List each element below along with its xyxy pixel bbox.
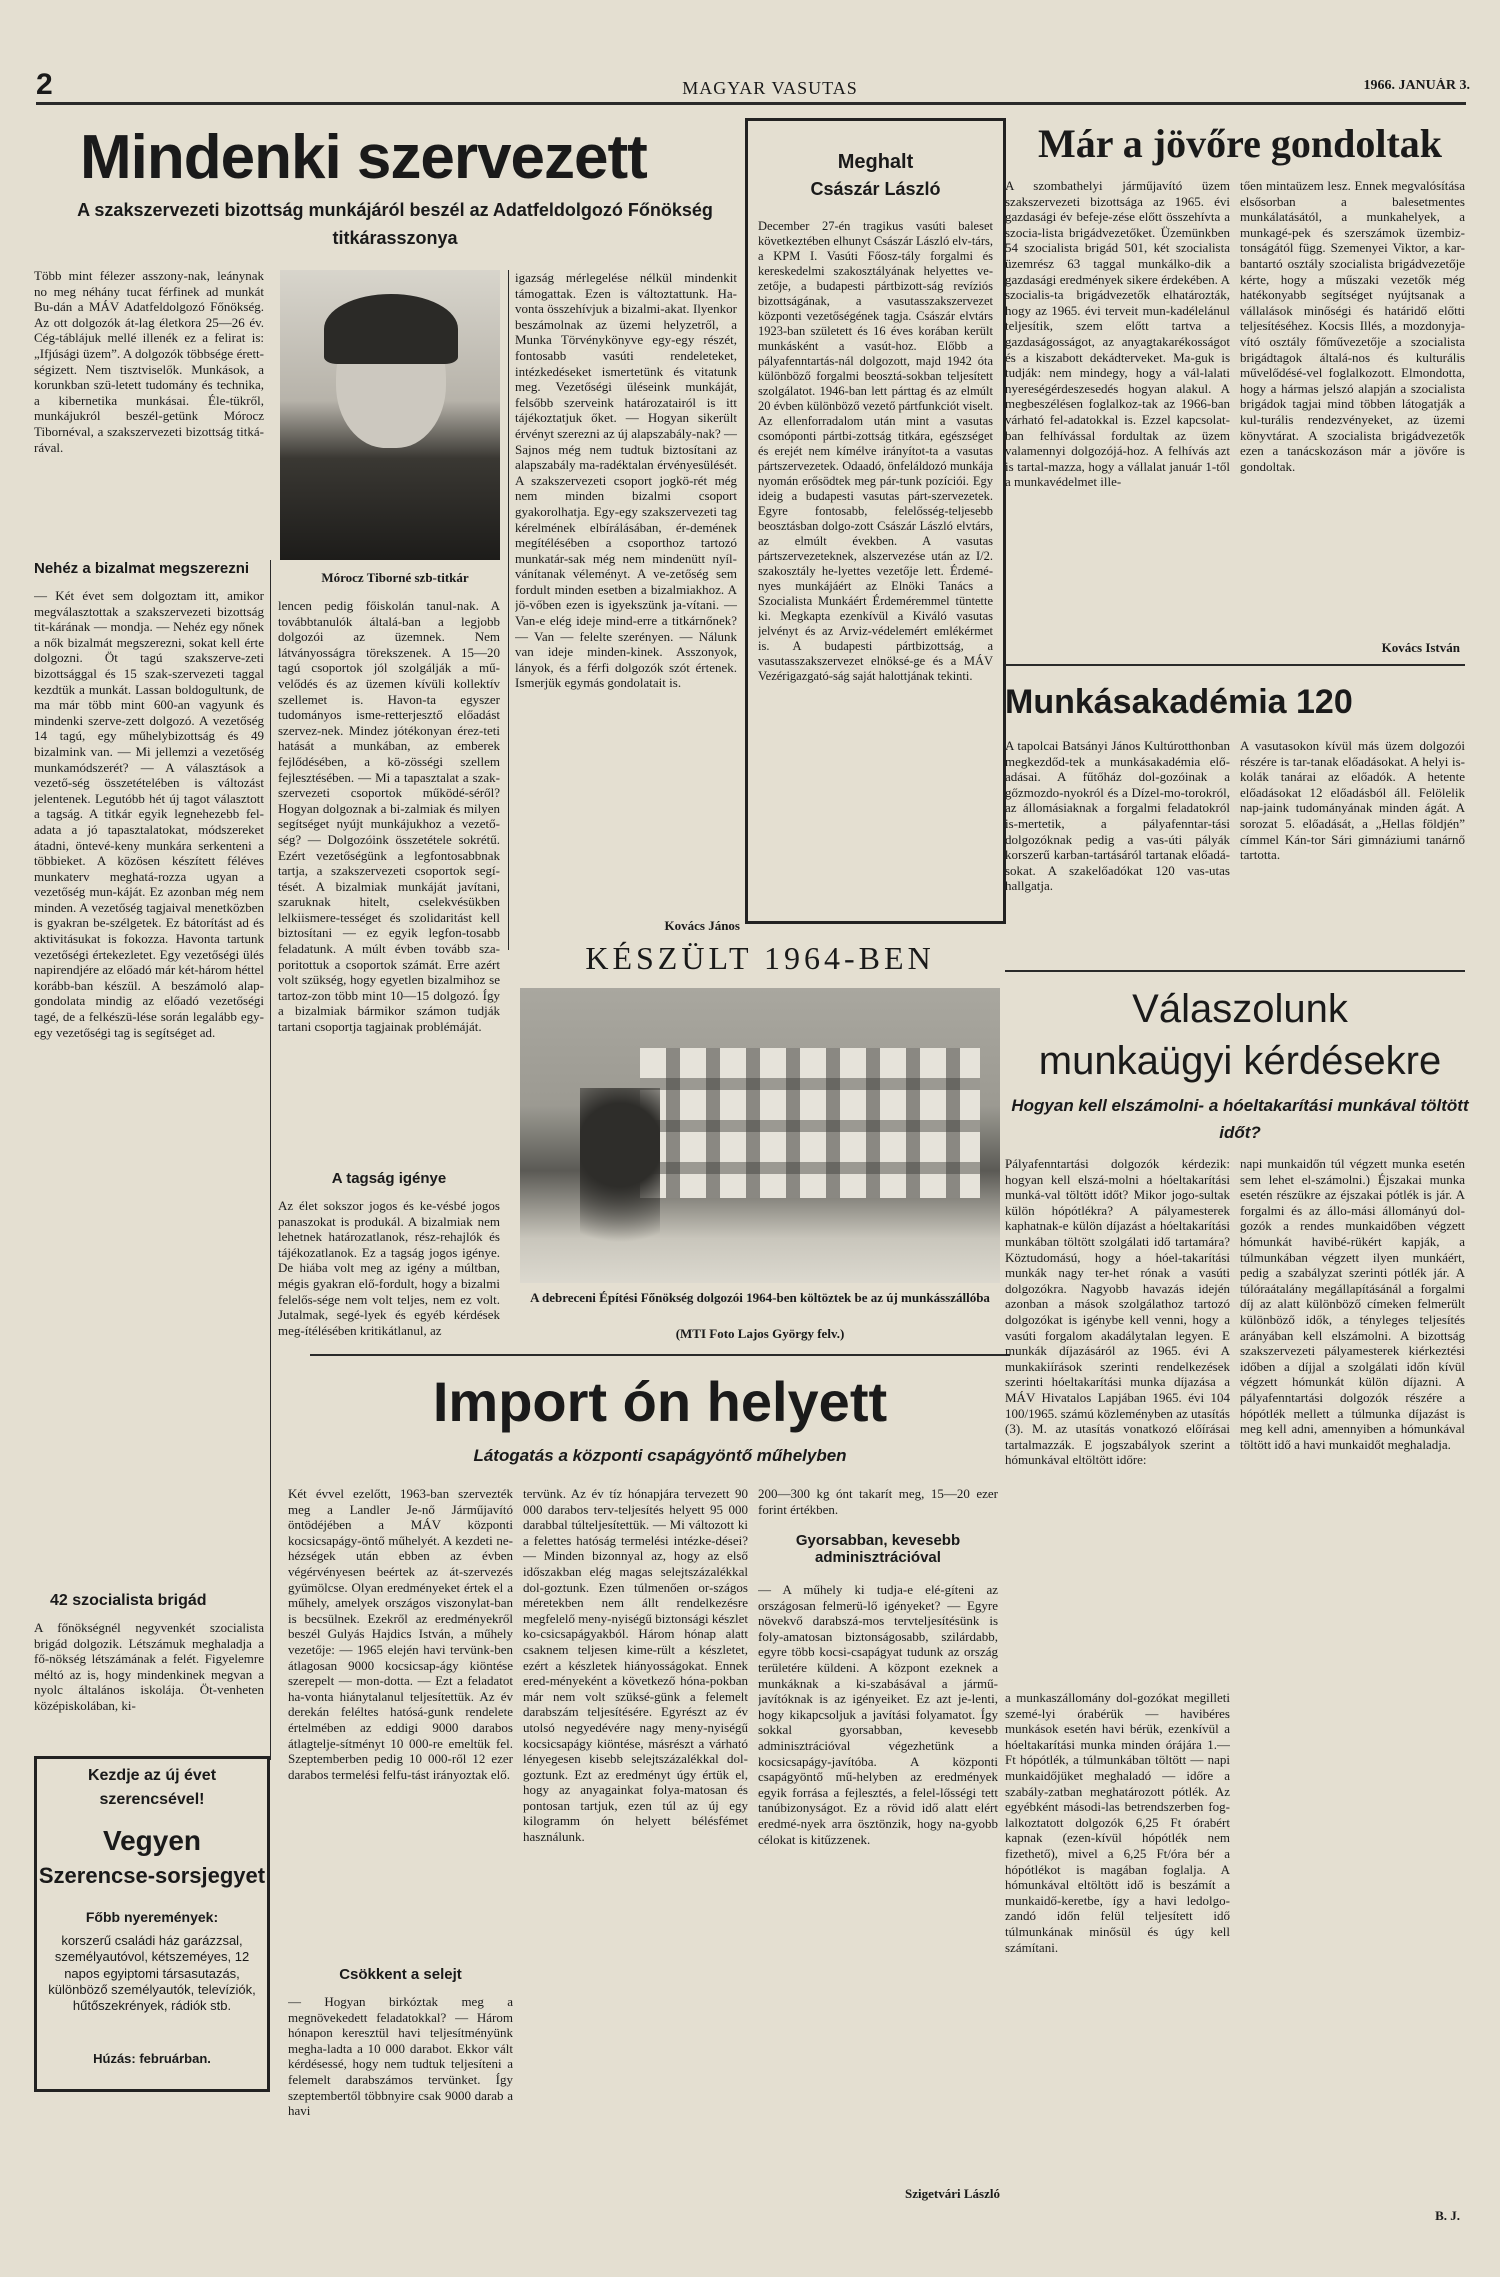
obituary-heading: Meghalt	[837, 151, 914, 173]
article-headline: Import ón helyett	[432, 1370, 888, 1433]
article-column: napi munkaidőn túl végzett munka esetén sem lehet el-számolni.) Éjszakai munka esetén részükre az éjszakai pótlék is jár. A forgalmi és az állo-mási állományú dol-gozók a rendes munkaidőben végzett hómunkát havibé-rükért kapják, a túlmunkában végzett ilyen munkáért, pedig a szabályzat szerinti pótlék jár. A túlóraátalány megállapításánál a forgalmi díj az alatt különböző címeken felmerült különböző idők, a tényleges teljesítés arányában kell elszámolni. A bizottság szakszervezeti pályamesterek kiérkeztési időben a díjjal a szolgálati időn kívül végzett hómunkát külön díjazni. A pályafenntartási dolgozók részére a hópótlék mellett a túlmunka díjazást is meg kell adni, amennyiben a hómunkával töltött idő a havi munkaidőt meghaladja.	[1240, 1156, 1465, 1452]
author: B. J.	[1435, 2208, 1460, 2223]
subheading: Csökkent a selejt	[339, 1966, 462, 1983]
article-headline: Mindenki szervezett	[80, 123, 647, 192]
ad-title: Szerencse-sorsjegyet	[38, 1863, 266, 1888]
author: Kovács István	[1381, 640, 1460, 655]
obituary-name: Császár László	[810, 179, 941, 199]
ad-title: Vegyen	[102, 1825, 202, 1856]
section-rule	[1005, 664, 1465, 666]
photo-caption: A debreceni Építési Főnökség dolgozói 1964-ben költöztek be az új munkásszállóba	[530, 1290, 990, 1305]
ad-draw-date: Húzás: februárban.	[93, 2051, 211, 2066]
article-column: a munkaszállomány dol-gozókat megilleti szemé-lyi órabérük — havibéres munkások esetén havi bérük, ezenkívül a hóeltakarítási munka minden órájára 1.— Ft hópótlék, a túlmunkában töltött — napi munkaidőjüket meghaladó — időre a szabály-zatban meghatározott pótlék. Az egyébként másodi-las betrendszerben fog-lalkoztatott dolgozók 6,25 Ft órabért kapnak (ezen-kívül hópótlék nem fizethető), mivel a 6,25 Ft/óra bér a hópótlékot is magában foglalja. A hómunkával eltöltött idő is beszámít a munkaidő-keretbe, így a havi ledolgo-zandó időn felül teljesített idő túlmunkának minősül és úgy kell számítani.	[1005, 1690, 1230, 1955]
obituary-box	[745, 118, 1006, 924]
column-rule	[508, 270, 509, 950]
author: Szigetvári László	[905, 2186, 1000, 2201]
subheading: Gyorsabban, kevesebb adminisztrációval	[795, 1532, 961, 1566]
subheading: 42 szocialista brigád	[50, 1592, 207, 1609]
photo-caption: Mórocz Tiborné szb-titkár	[321, 570, 469, 585]
article-column: A tapolcai Batsányi János Kultúrotthonban megkezdőd-tek a munkásakadémia elő-adásai. A fűtőház dol-gozóinak a gőzmozdo-nyokról és a Dízel-mo-torokról, az állomásiaknak a forgalmi feladatokról is-mertetik, a pályafenntar-tási dolgozóknak pedig a vas-úti pályák korszerű karban-tartásáról tartanak előadá-sokat. A szakelőadókat 120 vas-utas hallgatja.	[1005, 738, 1230, 894]
article-column: tervünk. Az év tíz hónapjára tervezett 90 000 darabos terv-teljesítés helyett 95 000 darabbal túlteljesítettük. — Mi változott ki a felettes hatóság termelési intézke-dései? — Minden bizonnyal az, hogy az első időszakban elég magas selejtszázalékkal dol-goztunk. Ezen túlmenően or-szágos méretekben nem állt rendelkezésre megfelelő meny-nyiségű biztonsági készlet ko-csicsapágyakból. Három hónap alatt csaknem teljesen kime-rült a készletet, ezért a készletek hiányosságokat. Ennek ered-ményeként a következő hóna-pokban már nem volt szüksé-günk a felemelt darabszám teljesítésére. Egyrészt az év utolsó negyedévére nagy meny-nyiségű kocsicsapágy kiöntése, másrészt a várható lényegesen kisebb selejtszázalékkal dol-goztunk. Ezt az eredményt úgy értük el, hogy az anyagainkat folya-matosan és pontosan tartjuk, ezen túl az új egy kilogramm ón helyett bélésfémet használunk.	[523, 1486, 748, 1845]
building-photo	[520, 988, 1000, 1283]
article-column: — Hogyan birkóztak meg a megnövekedett feladatokkal? — Három hónapon keresztül havi teljesítményünk megha-ladta a 10 000 darabot. Ekkor vált kérdésessé, hogy nem tudtuk teljesíteni a felemelt darabszámos tervünket. Így szeptembertől többnyire csak 9000 darab a havi	[288, 1994, 513, 2119]
article-column: 200—300 kg ónt takarít meg, 15—20 ezer forint értékben.	[758, 1486, 998, 1517]
subheading: Nehéz a bizalmat megszerezni	[34, 560, 250, 577]
section-rule	[310, 1354, 1010, 1356]
issue-date: 1966. JANUÁR 3.	[1363, 78, 1470, 93]
obituary-text: December 27-én tragikus vasúti baleset következtében elhunyt Császár László elv-társ, a KPM I. Vasúti Főosz-tály forgalmi és kereskedelmi szakosztályának helyettes ve-zetője, a budapesti pártbizott-ság revíziós bizottságának, a vasutasszakszervezet központi vezetőségének tagja. Császár elvtárs 1923-ban született és 16 éves korában került munkásként a vasút-hoz. Előbb a pályafenntartás-nál dolgozott, majd 1942 óta különböző forgalmi beosztá-sokban teljesített szolgálatot. 1946-ban lett párttag és az elmúlt 20 évben különböző vezető pártfunkciót viselt. Az ellenforradalom után mint a vasutas csomóponti pártbi-zottság titkára, egészséget és erejét nem kímélve irányítot-ta a vasutas pártszervezetek. Odaadó, önfeláldozó munkája nyomán erősödtek meg pár-tunk pozíciói. Egy ideig a budapesti vasutas párt-szervezetek. Egyre fontosabb, felelősség-teljesebb beosztásban dolgo-zott Császár László elvtárs, az elmúlt években. A vasutas pártszervezeteknek, alszervezése után az I/2. szakosztály he-lyettes vezetője lett. Érdemé-nyes munkájáért az Elnöki Tanács a Szocialista Munkáért Érdeméremmel tüntette ki. Megkapta ezenkívül a Kiváló vasutas jelvényt és az Arviz-védelemért emlékérmet is. A budapesti pártbizottság, a vasutasszakszervezet elnöksé-ge és a MÁV Vezérigazgató-ság saját halottjának tekinti.	[758, 219, 993, 683]
portrait-photo	[280, 270, 500, 560]
article-column: A vasutasokon kívül más üzem dolgozói részére is tar-tanak előadásokat. A helyi is-kolák tanárai az előadók. A hetente előadásokat 12 előadásból áll. Felölelik nap-jaink tudományának minden ágát. A sorozat 5. előadását, a „Hellas földjén” címmel Kán-tor Sári gimnáziumi tanárnő tartotta.	[1240, 738, 1465, 863]
article-column: — Két évet sem dolgoztam itt, amikor megválasztottak a szakszervezeti bizottság tit-kárának — mondja. — Nehéz egy nőnek a nők bizalmát megszerezni, sokat kell érte dolgozni. Öt tagú szakszerve-zeti bizottsággal és 15 szak-szervezeti taggal kezdtük a munkát. Lassan boldogultunk, de ma már több mint 600-an vagyunk és mindenki szerve-zett dolgozó. A vezetőség 14 tagú, egy műhelybizottság és 49 bizalmink van. — Mi jellemzi a vezetőség munkamódszerét? — A választások a vezető-ség összetételében is változást jelentenek. Legutóbb hét új tagot választott a tagság. A titkár egyik legnehezebb fel-adata a jó tapasztalatokat, módszereket átadni, öntevé-keny munkára serkenteni a többieket. A közösen készített féléves munkaterv meghatá-rozza ugyan a vezetőség mun-káját. Ez azonban még nem minden. A vezetőség tagjaival menetközben is gyakran be-szélgetek. Ez bátorítást ad és aktivitásukat is fokozza. Havonta tartunk vezetőségi értekezletet. Egy vezetőségi ülés napirendjére az előadó már két-három héttel korább-ban készül. A beszámoló alap-gondolata mindig az előadó vezetőségi tagé, de a felkészü-lése során legalább egy-egy vezetőségi tag is segítséget ad.	[34, 588, 264, 1040]
article-column: lencen pedig főiskolán tanul-nak. A továbbtanulók általá-ban a legjobb dolgozói az üzemnek. Nem látványosságra törekszenek. A 15—20 tagú csoportok jól szolgálják a mű-velődés és az üzemen kívüli kollektív szellemet is. Havon-ta egyszer tudományos isme-retterjesztő előadást szervez-nek. Mindez jótékonyan érez-teti hatását a munkában, az emberek fejlődésében, a kö-zösségi szellem fejlesztésében. — Mi a tapasztalat a szak-szervezeti csoportok működé-séről? Hogyan dolgoznak a bi-zalmiak és milyen segítséget nyújt munkájukhoz a vezető-ség? — Dolgozóink összetétele sokrétű. Ezért vezetőségünk a legfontosabbnak tartja, a szakszervezeti csoportok segí-tését. A bizalmiak munkáját javítani, szaruknak hitelt, cselekvésükben lelkiismere-tességet és szolidaritást kell biztosítani — ez egyik legfon-tosabb feladatunk. A múlt évben tovább sza-poritottuk a csoportok számát. Erre azért volt szükség, hogy egyetlen bizalmihoz se tartoz-zon több mint 10—15 dolgozó. Így a bizalmiak bármikor számon tudják tartani csoportja tagjainak problémáját.	[278, 598, 500, 1035]
article-column: igazság mérlegelése nélkül mindenkit támogattak. Ezen is változtattunk. Ha-vonta összehívjuk a bizalmi-akat. Ilyenkor beszámolnak az üzemi helyzetről, a Munka Törvénykönyve egy-egy részét, fontosabb vasúti rendeleteket, intézkedéseket ismertetünk és vitatunk meg. Vezetőségi üléseink munkáját, felsőbb szerveink határozatairól is itt tájékoztatjuk őket. — Hogyan sikerült érvényt szerezni az új alapszabály-nak? — Sajnos még nem tudtuk biztosítani az alapszabály ma-radéktalan érvényesülését. A szakszervezeti csoport jogkö-rét még nem minden bizalmi csoport gyakorolhatja. Egy-egy szakszervezeti tag kérelmének elbírálásában, ér-demének megítélésében a csoporthoz tartozó munkatár-sak még nem mindenütt nyíl-vánítanak véleményt. A ve-zetőség sem fordult minden esetben a bizalmiakhoz. A jö-vőben ezen is igyekszünk ja-vítani. — Van-e elég ideje mind-erre a titkárnőnek? — Van — felelte szerényen. — Nálunk van ideje minden-kinek. Asszonyok, lányok, és a férfi dolgozók szót értenek. Ismerjük egymás gondolatait is.	[515, 270, 737, 691]
subheading: A tagság igénye	[331, 1170, 447, 1187]
photo-credit: (MTI Foto Lajos György felv.)	[675, 1326, 845, 1341]
article-headline: Válaszolunk	[1132, 987, 1348, 1031]
article-column: Az élet sokszor jogos és ke-vésbé jogos panaszokat is produkál. A bizalmiak nem lehetnek határozatlanok, rész-rehajlók és tájékozatlanok. Ez a tagság jogos igénye. De hiába volt meg az igény a múltban, mégis gyakran elő-fordult, hogy a bizalmi felelős-sége nem volt teljes, nem ez volt. Jutalmak, segé-lyek és egyéb kérdések meg-ítélésében kritikátlanul, az	[278, 1198, 500, 1338]
section-rule	[1005, 970, 1465, 972]
article-column: Két évvel ezelőtt, 1963-ban szervezték meg a Landler Je-nő Járműjavító öntödéjében a MÁV központi kocsicsapágy-öntő műhelyét. A kezdeti ne-hézségek után ebben az évben végérvényesen beértek az át-szervezés gyümölcse. Olyan eredményeket értek el a műhely, amelyek országos viszonylat-ban is becsülnek. Ezekről az eredményekről beszél Gulyás Hajdics István, a műhely vezetője: — 1965 elején havi tervünk-ben átlagosan 9000 kocsicsap-ágy kiöntése szerepelt — mon-dotta. — Ezt a feladatot ha-vonta hiánytalanul teljesítettük. Az év derekán feléltes hatósá-gunk rendelete értelmében az eddigi 9000 darabos átlagtelje-sítményt 10 000-re emeltük fel. Szeptemberben pedig 10 000-ről 12 ezer darabos termelési felfu-tást irányoztak elő.	[288, 1486, 513, 1782]
ad-prizes-label: Főbb nyeremények:	[85, 1909, 219, 1925]
photo-title: KÉSZÜLT 1964-BEN	[585, 940, 935, 976]
ad-prizes: korszerű családi ház garázzsal, személyautóvol, kétszeméyes, 12 napos egyiptomi társasutazás, különböző személyautók, televíziók, hűtőszekrények, rádiók stb.	[48, 1933, 256, 2013]
article-column: tően mintaüzem lesz. Ennek megvalósítása elsősorban a balesetmentes munkálatásától, a munkahelyek, a munkagé-pek és szerszámok üzembiz-tonságától függ. Szemenyei Viktor, a kar-bantartó osztály szocialista brigádvezetője kérte, hogy a műszaki vezetők még hatékonyabb segítséget nyújtsanak a vállalások minőségi és határidő előtti teljesítéséhez. Kocsis Illés, a mozdonyja-vító osztály főművezetője a szocialista brigádtagok általá-nos és kulturális művelődésé-vel foglalkozott. Elmondotta, hogy a hármas jelszó alapján a szocialista brigádok tagjai mind többen látogatják a kul-turális rendezvényeket, az üzemi könyvtárat. A szocialista brigádvezetők ezen a tanácskozáson már a jövőre is gondoltak.	[1240, 178, 1465, 474]
author: Kovács János	[664, 918, 740, 933]
header-rule	[36, 102, 1466, 105]
article-column: A szombathelyi járműjavító üzem szakszervezeti bizottsága az 1965. évi gazdasági év befeje-zése előtt összehívta a szocia-lista brigádvezetőket. Üzemünkben 54 szocialista brigád 501, két szocialista üzemrész 63 taggal munkálko-dik a gazdasági eredmények sikere érdekében. A szocialis-ta brigádvezetők elhatározták, hogy az 1965. évi terveit mun-kadélelánul teljesítik, szem előtt tartva a gazdaságosságot, az anyagtakarékosságot és a kiszabott dekádterveket. Ma-guk is tudják: nem mindegy, hogy a vál-lalati nyereségérdeszesedés hogyan alakul. A megbeszélésen foglalkoz-tak az 1966-ban várható fel-adatokkal is. Ezzel kapcsolat-ban felhívással fordultak az üzem valamennyi dolgozójá-hoz. A felhívás azt is tartal-mazza, hogy a vállalat január 1-től a munkavédelmet ille-	[1005, 178, 1230, 490]
article-headline: Már a jövőre gondoltak	[1037, 121, 1443, 166]
article-column: A főnökségnél negyvenkét szocialista brigád dolgozik. Létszámuk meghaladja a fő-nökség létszámának a felét. Figyelemre méltó az is, hogy mindenkinek megvan a nyolc általános iskolája. Öt-venheten középiskolában, ki-	[34, 1620, 264, 1713]
article-intro: Több mint félezer asszony-nak, leánynak no meg néhány tucat férfinek ad munkát Bu-dán a MÁV Adatfeldolgozó Főnökség. Az ott dolgozók át-lag életkora 25—26 év. Cég-táblájuk mellé illenék ez a felirat is: „Ifjúsági üzem”. A dolgozók többsége érett-ségizett. Nem tisztviselők. Munkások, a korunkban szü-letett tudomány és technika, a kibernetika munkásai. Éle-tükről, munkájukról beszél-getünk Mórocz Tibornéval, a szakszervezeti bizottság titká-rával.	[34, 268, 264, 455]
column-rule	[270, 560, 271, 1760]
page-number: 2	[36, 68, 53, 101]
article-subtitle: Hogyan kell elszámolni- a hóeltakarítási munkával töltött időt?	[1011, 1096, 1469, 1142]
lottery-advertisement	[34, 1756, 270, 2092]
masthead: MAGYAR VASUTAS	[682, 78, 858, 98]
ad-line: szerencsével!	[99, 1791, 205, 1808]
article-headline: munkaügyi kérdésekre	[1038, 1039, 1442, 1083]
article-subtitle: A szakszervezeti bizottság munkájáról beszél az Adatfeldolgozó Főnökség titkárasszonya	[77, 200, 713, 248]
article-headline: Munkásakadémia 120	[1005, 683, 1353, 721]
article-subtitle: Látogatás a központi csapágyöntő műhelyben	[473, 1446, 847, 1465]
ad-line: Kezdje az új évet	[87, 1767, 217, 1784]
article-column: — A műhely ki tudja-e elé-gíteni az országosan felmerü-lő igényeket? — Egyre növekvő darabszá-mos tervteljesítésünk is foly-amatosan biztonságosabb, szilárdabb, egyre több kocsi-csapágyat tudunk az ország területére küldeni. A központ ezeknek a munkáknak a ki-szabásával a jármű-javítóknak is az igényeiket. Ez azt je-lenti, hogy kikapcsoljuk a javítási folyamatot. Így sokkal gyorsabban, kevesebb adminisztrációval végezhetünk a kocsicsapágy-javítóba. A központi csapágyöntő mű-helyben az eredmények egyik forrása a fejlesztés, a felel-lősségi tett tanúbizonyságot. Ez a rövid idő alatt elért eredmé-nyek arra ösztönzik, hogy na-gyobb célokat is kitűzzenek.	[758, 1582, 998, 1847]
article-column: Pályafenntartási dolgozók kérdezik: hogyan kell elszá-molni a hóeltakarítási munká-val töltött időt? Mikor jogo-sultak külön hópótlékra? A pályamesterek kaphatnak-e külön díjazást a hóeltakarítási munkában töltött szolgálati idő tartamára? Köztudomású, hogy a hóel-takarítási munkák nagy ter-het rónak a vasúti dolgozókra. Nagyobb havazás idején azonban a mások szolgálathoz tartozó dolgozókat is igénybe kell venni, hogy a vasúti forgalom akadálytalan legyen. E munkák díjazásáról az 1965. évi A munkakiírások szerinti rendelkezések szerinti hóeltakarítási munka díjazása a MÁV Hivatalos Lapjában 1965. évi 104 100/1965. számú közleményben az utasítás (3). M. az utasítás vonatkozó előírásai tartalmazzák. E jogszabályok szerint a hómunkával eltöltött időre:	[1005, 1156, 1230, 1468]
